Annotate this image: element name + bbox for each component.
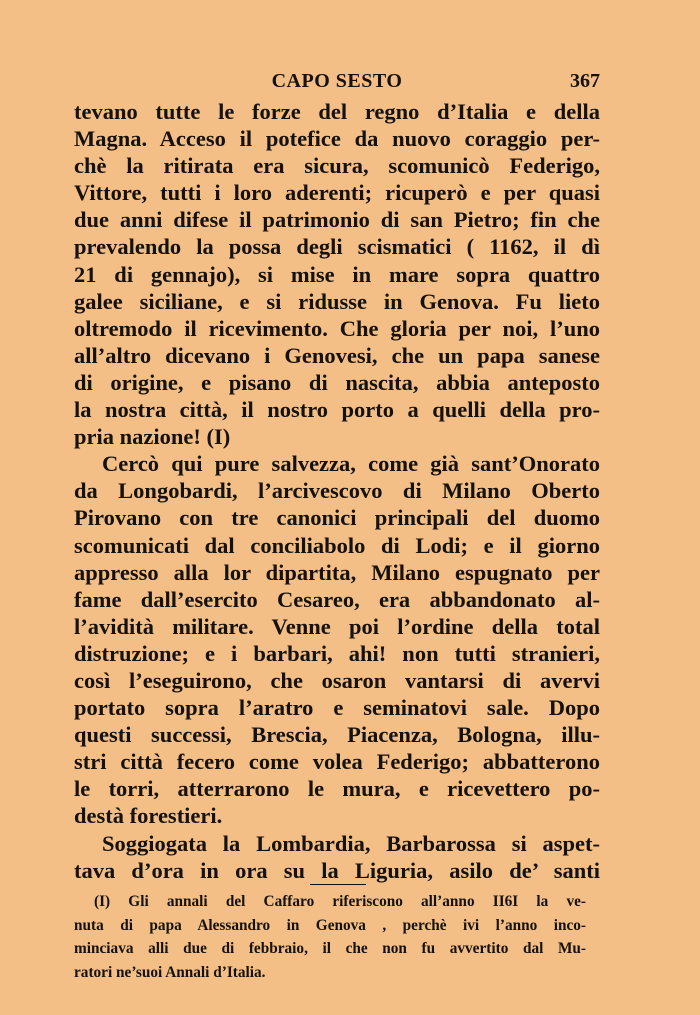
text-line: galee siciliane, e si ridusse in Genova. Fu lieto <box>74 288 600 314</box>
page-header <box>74 70 600 96</box>
text-line: fame dall’esercito Cesareo, era abbandonato al- <box>74 586 600 612</box>
text-line: distruzione; e i barbari, ahi! non tutti stranieri, <box>74 640 600 666</box>
text-line: prevalendo la possa degli scismatici ( 1162, il dì <box>74 234 600 260</box>
footnotes <box>74 890 586 984</box>
text-line: Magna. Acceso il potefice da nuovo coraggio per- <box>74 126 600 152</box>
running-title: CAPO SESTO <box>271 70 403 92</box>
text-line: Pirovano con tre canonici principali del duomo <box>74 505 600 531</box>
text-line: l’avidità militare. Venne poi l’ordine della total <box>74 613 600 639</box>
text-line: Cercò qui pure salvezza, come già sant’Onorato <box>102 451 600 477</box>
footnote-line: ratori ne’suoi Annali d’Italia. <box>74 963 266 981</box>
text-line: oltremodo il ricevimento. Che gloria per noi, l’uno <box>74 315 600 341</box>
text-line: portato sopra l’aratro e seminatovi sale. Dopo <box>74 695 600 721</box>
text-line: le torri, atterrarono le mura, e ricevettero po- <box>74 776 600 802</box>
text-line: da Longobardi, l’arcivescovo di Milano Oberto <box>74 478 600 504</box>
text-line: chè la ritirata era sicura, scomunicò Federigo, <box>74 153 600 179</box>
text-line: questi successi, Brescia, Piacenza, Bologna, illu- <box>74 722 600 748</box>
text-line: destà forestieri. <box>74 803 223 829</box>
text-line: Vittore, tutti i loro aderenti; ricuperò e per quasi <box>74 180 600 206</box>
text-line: tava d’ora in ora su la Liguria, asilo de’ santi <box>74 857 600 883</box>
text-line: scomunicati dal conciliabolo di Lodi; e il giorno <box>74 532 600 558</box>
footnote-divider <box>310 884 366 885</box>
page-number: 367 <box>570 70 600 92</box>
text-line: pria nazione! (I) <box>74 424 231 450</box>
footnote-line: nuta di papa Alessandro in Genova , perchè ivi l’anno inco- <box>74 916 586 934</box>
footnote-line: minciava alli due di febbraio, il che non fu avvertito dal Mu- <box>74 940 586 957</box>
text-line: così l’eseguirono, che osaron vantarsi di avervi <box>74 667 600 693</box>
text-line: 21 di gennajo), si mise in mare sopra quattro <box>74 261 600 287</box>
footnote-line: (I) Gli annali del Caffaro riferiscono all’anno II6I la ve- <box>94 893 586 910</box>
text-line: appresso alla lor dipartita, Milano espugnato per <box>74 559 600 585</box>
text-line: di origine, e pisano di nascita, abbia anteposto <box>74 369 600 395</box>
text-line: due anni difese il patrimonio di san Pietro; fin che <box>74 207 600 233</box>
text-line: la nostra città, il nostro porto a quelli della pro- <box>74 397 600 423</box>
body-text <box>74 98 600 884</box>
text-line: Soggiogata la Lombardia, Barbarossa si aspet- <box>102 830 600 856</box>
text-line: tevano tutte le forze del regno d’Italia e della <box>74 99 600 124</box>
text-line: stri città fecero come volea Federigo; abbatterono <box>74 749 600 775</box>
text-line: all’altro dicevano i Genovesi, che un papa sanese <box>74 342 600 368</box>
